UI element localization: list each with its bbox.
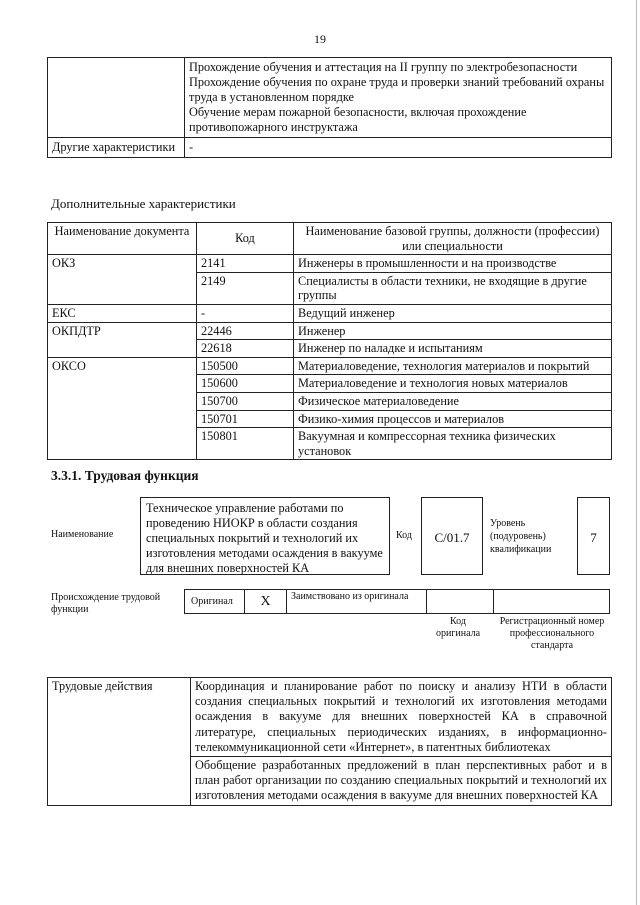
origin-row [184,589,610,614]
table-row [48,304,612,322]
code-cell: 22618 [197,340,294,358]
function-title: 3.3.1. Трудовая функция [51,468,199,483]
name-cell: Вакуумная и компрессорная техника физических установок [294,428,612,460]
table-row [48,138,612,158]
name-cell: Ведущий инженер [294,304,612,322]
requirements-table [47,57,612,158]
requirement-line: Прохождение обучения и аттестация на II группу по электробезопасности [189,60,578,74]
name-cell: Инженеры в промышленности и на производстве [294,255,612,273]
row-value: - [185,138,612,158]
code-cell: 150700 [197,392,294,410]
caption-registration: Регистрационный номер профессионального стандарта [499,616,605,651]
name-cell: Физико-химия процессов и материалов [294,410,612,428]
header-document: Наименование документа [48,223,197,255]
requirement-line: Прохождение обучения по охране труда и проверки знаний требований охраны труда в установленном порядке [189,75,605,104]
table-row [48,357,612,375]
doc-cell: ОКПДТР [48,322,197,357]
name-cell: Специалисты в области техники, не входящие в другие группы [294,272,612,304]
code-label: Код [396,530,412,541]
doc-cell: ОКСО [48,357,197,460]
code-cell: 22446 [197,322,294,340]
row-label: Другие характеристики [48,138,185,158]
labor-action-item: Обобщение разработанных предложений в план перспективных работ и в план работ организации по созданию специальных покрытий и технологий их изготовления методами осаждения в вакууме для внешних поверхностей КА [191,757,612,806]
origin-label: Происхождение трудовой функции [51,592,161,615]
code-cell: 150600 [197,375,294,393]
level-label: Уровень (подуровень) квалификации [490,518,552,555]
labor-action-item: Координация и планирование работ по поиску и анализу НТИ в области создания специальных покрытий и технологий их изготовления методами осаждения в вакууме для внешних поверхностей КА в справочной литературе, специальных периодических изданиях, в информационно-телекоммуникационной сети «Интернет», в патентных библиотеках [191,678,612,757]
table-row [48,255,612,273]
borrowed-label: Заимствовано из оригинала [287,590,427,613]
qualification-level-box: 7 [577,497,610,575]
name-cell: Материаловедение и технология новых материалов [294,375,612,393]
row-label [48,58,185,138]
code-cell: 150500 [197,357,294,375]
page-number: 19 [314,32,326,46]
caption-code: Код оригинала [435,616,481,639]
code-cell: 2149 [197,272,294,304]
doc-cell: ЕКС [48,304,197,322]
code-cell: 2141 [197,255,294,273]
doc-cell: ОКЗ [48,255,197,305]
header-code: Код [197,223,294,255]
registration-number-cell [494,590,609,613]
code-cell: 150701 [197,410,294,428]
function-code-box: С/01.7 [421,497,483,575]
name-cell: Инженер по наладке и испытаниям [294,340,612,358]
labor-actions-label: Трудовые действия [48,678,191,806]
origin-code-cell [427,590,494,613]
table-row [48,58,612,138]
table-row [48,322,612,340]
name-cell: Материаловедение, технология материалов и покрытий [294,357,612,375]
original-mark: X [245,590,287,613]
section-title: Дополнительные характеристики [51,196,236,211]
name-label: Наименование [51,529,114,540]
page-edge-line [636,0,637,905]
requirement-line: Обучение мерам пожарной безопасности, включая прохождение противопожарного инструктажа [189,105,527,134]
table-header-row [48,223,612,255]
name-cell: Инженер [294,322,612,340]
original-label: Оригинал [185,590,245,613]
header-name: Наименование базовой группы, должности (профессии) или специальности [294,223,612,255]
requirements-cell [185,58,612,138]
labor-actions-table [47,677,612,806]
code-cell: 150801 [197,428,294,460]
table-row [48,678,612,757]
function-name-box: Техническое управление работами по проведению НИОКР в области создания специальных покрытий и технологий их изготовления методами осаждения в вакууме для внешних поверхностей КА [140,497,390,575]
name-cell: Физическое материаловедение [294,392,612,410]
code-cell: - [197,304,294,322]
additional-characteristics-table [47,222,612,460]
